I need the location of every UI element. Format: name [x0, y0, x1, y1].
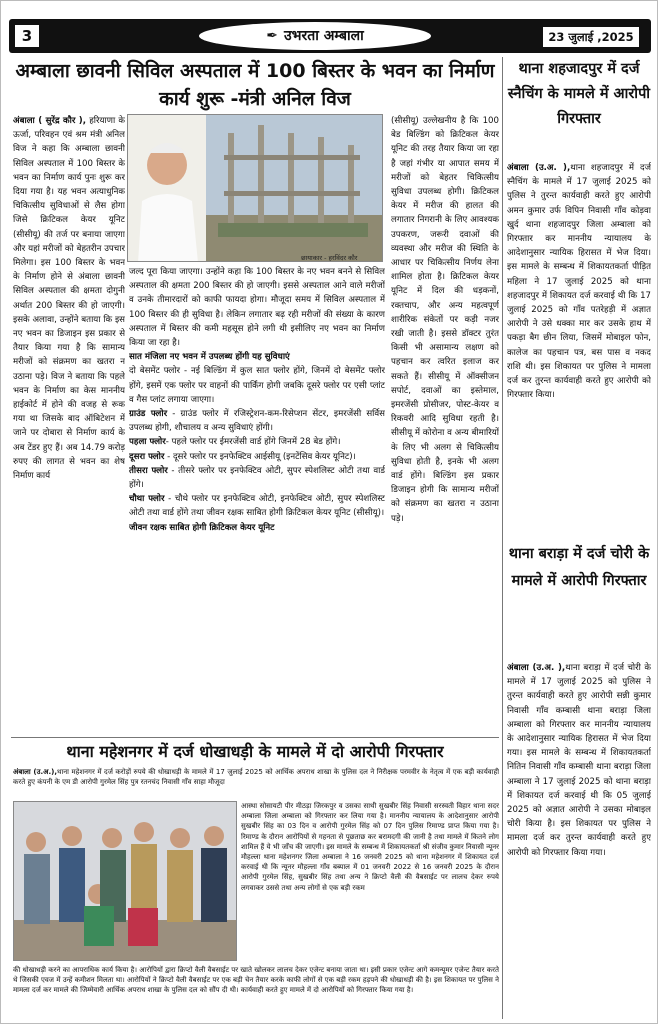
- side-headline-1: थाना शहजादपुर में दर्ज स्नैचिंग के मामले में आरोपी गिरफ्तार: [507, 61, 651, 127]
- bottom-tail: [13, 965, 499, 1021]
- subhead-ccu: जीवन रक्षक साबित होगी क्रिटिकल केयर यूनिट: [129, 522, 275, 533]
- side-story-1-body: [507, 161, 651, 539]
- bottom-headline: थाना महेशनगर में दर्ज धोखाधड़ी के मामले में दो आरोपी गिरफ्तार: [66, 742, 444, 761]
- second-floor-text: - दूसरे फ्लोर पर इनफेक्टिव आईसीयू (इनटेंसिव केयर यूनिट)।: [164, 451, 356, 462]
- side1-text: थाना शहजादपुर में दर्ज स्नैचिंग के मामले में 17 जुलाई 2025 को पुलिस ने तुरन्त कार्यवाही करते हुए आरोपी अमन कुमार उर्फ विपिन निवासी गाँव कोड़वा खुर्द थाना शहजादपुर जिला अम्बाला को गिरफ्तार कर माननीय न्यायालय के आदेशानुसार न्यायिक हिरासत में भेज दिया। इस मामले के सम्बन्ध में शिकायतकर्ता पीड़ित महिला ने 17 जुलाई 2025 को थाना शहजादपुर में शिकायत दर्ज करवाई थी कि 17 जुलाई 2025 को गाँव पतरेहड़ी में अज्ञात आरोपी ने उसे धक्का मार कर उसके हाथ में पकड़ा बैग छीन लिया, जिसमें मोबाइल फोन, कालेज का पहचान पत्र, बस पास व नकद राशि थी। इस शिकायत पर पुलिस ने मामला दर्ज कर तुरन्त कार्यवाही करते हुए आरोपी को गिरफ्तार किया।: [507, 163, 651, 401]
- basement-paragraph: दो बेसमेंट फ्लोर - नई बिल्डिंग में कुल सात फ्लोर होंगे, जिनमें दो बेसमेंट फ्लोर होंगे, इसमें एक फ्लोर पर वाहनों की पार्किंग होगी जबकि दूसरे फ्लोर पर एसी प्लांट व गैस प्लांट लगाया जाएगा।: [129, 366, 385, 405]
- third-floor-text: - तीसरे फ्लोर पर इनफेक्टिव ओटी, सुपर स्पेशलिस्ट ओटी तथा वार्ड होंगे।: [129, 465, 385, 491]
- bottom-tail-text: की धोखाधड़ी करने का आपराधिक कार्य किया है। आरोपियों द्वारा क्रिप्टो वैली वैबसाईट पर खाते खोलकर लालच देकर एजेन्ट बनाया जाता था। इसी प्रकार एजेन्ट आगे कमन्यूमर एजेन्ट तैयार करते थे जिसकी एवज में उन्हें कमीशन मिलता था। आरोपियों ने क्रिप्टो वैली वैबसाईट पर एक बड़ी चेन तैयार करके काफी लोगों से एक बड़ी रकम हड़पने की धोखाधड़ी की है। इस शिकायत पर पुलिस ने मामला दर्ज कर मामले की जिम्मेवारी आर्थिक अपराध शाखा के पुलिस दल को सौंप दी थी। कार्यवाही करते हुए मामले में दो आरोपियों को गिरफ्तार किया गया है।: [13, 966, 499, 995]
- column-divider: [502, 57, 503, 1019]
- bottom-intro: [13, 767, 499, 799]
- first-floor-text: - पहले फ्लोर पर ईमरजेंसी वार्ड होंगे जिनमें 28 बेड होंगे।: [165, 437, 341, 448]
- side2-text: थाना बराड़ा में दर्ज चोरी के मामले में 17 जुलाई 2025 को पुलिस ने तुरन्त कार्यवाही करते हुए आरोपी सन्नी कुमार निवासी गाँव कम्बासी थाना बराड़ा जिला अम्बाला को गिरफ्तार कर माननीय न्यायालय के आदेशानुसार न्यायिक हिरासत में भेज दिया गया। इस मामले के सम्बन्ध में शिकायतकर्ता नितिन निवासी गाँव कम्बासी थाना बराड़ा जिला अम्बाला ने 17 जुलाई 2025 को थाना बराड़ा में शिकायत दर्ज करवाई थी कि 05 जुलाई 2025 को अज्ञात आरोपी ने उसका मोबाइल चोरी किया है। इस शिकायत पर पुलिस ने मामला दर्ज कर तुरन्त कार्यवाही करते हुए आरोपी को गिरफ्तार किया गया।: [507, 663, 651, 858]
- main-col3-text: (सीसीयू) उल्लेखनीय है कि 100 बेड बिल्डिंग को क्रिटिकल केयर यूनिट की तरह तैयार किया जा रहा है जहां गंभीर या आपात समय में मरीजों को बेहतर चिकित्सीय सुविधा उपलब्ध होगी। क्रिटिकल केयर में मरीज की हालत की लगातार निगरानी के लिए आवश्यक उपकरण, जरूरी दवाओं की व्यवस्था और मरीज की स्थिति के आधार पर चिकित्सीय निर्णय लेना शामिल होता है। क्रिटिकल केयर यूनिट में दिल की धड़कनों, रक्तचाप, और अन्य महत्वपूर्ण शारीरिक संकेतों पर कड़ी नजर रखी जाती है। इससे डॉक्टर तुरंत किसी भी असामान्य लक्षण को पहचान कर त्वरित इलाज कर सकते हैं। सीसीयू में ऑक्सीजन सपोर्ट, दवाओं का इस्तेमाल, इमरजेंसी प्रोसीजर, पोस्ट-केयर व रिकवरी आदि सुविधा रहती है। सीसीयू में कोरोना व अन्य बीमारियों के लिए भी अलग से चिकित्सीय सुविधा होती है, इनके भी अलग वार्ड होंगे। बिल्डिंग इस प्रकार डिजाइन होगी कि सामान्य मरीजों को संक्रमण का खतरा न उठाना पड़े।: [391, 116, 499, 524]
- quill-icon: ✒: [266, 28, 278, 44]
- page-number: 3: [15, 25, 39, 47]
- side2-dateline: अंबाला (उ.अ. ),: [507, 663, 566, 673]
- ground-floor-label: ग्राउंड फ्लोर: [129, 409, 168, 420]
- main-col2-text: जल्द पूरा किया जाएगा। उन्होंने कहा कि 100 बिस्तर के नए भवन बनने से सिविल अस्पताल की क्षमता 200 बिस्तर की हो जाएगी। इससे अस्पताल आने वाले मरीजों व उनके तीमारदारों को काफी फायदा होगा। मौजूदा समय में सिविल अस्पताल में 100 बिस्तर की ही सुविधा है। लेकिन लगातार बढ़ रही मरीजों की संख्या के कारण अस्पताल में बिस्तर की कमी महसूस होने लगी थी इसीलिए नए भवन का निर्माण किया जा रहा है।: [129, 267, 385, 349]
- photo-caption: छायाकार - हरविंदर कौर: [301, 254, 358, 262]
- side-story-2-body: [507, 661, 651, 1021]
- main-col3: [391, 114, 499, 734]
- main-col1: [13, 114, 125, 734]
- hospital-construction-photo: [127, 114, 383, 262]
- side1-dateline: अंबाला (उ.अ. ),: [507, 163, 571, 173]
- bottom-right-text: [241, 801, 499, 963]
- bottom-dateline: अंबाला (उ.अ.),: [13, 768, 57, 776]
- main-col1-text: हरियाणा के ऊर्जा, परिवहन एवं श्रम मंत्री अनिल विज ने कहा कि अम्बाला छावनी सिविल अस्पताल में 100 बिस्तर के भवन का निर्माण कार्य पुनः शुरू कर दिया गया है। यह भवन अत्याधुनिक चिकित्सीय सुविधाओं से लैस होगा जिसे क्रिटिकल केयर यूनिट (सीसीयू) की तर्ज पर बनाया जाएगा और यहां मरीजों को बेहतरीन उपचार मिलेगा। इस 100 बिस्तर के भवन के निर्माण होने से अंबाला छावनी सिविल अस्पताल की क्षमता दोगुनी अर्थात 200 बिस्तर की हो जाएगी। इसके अलावा, उन्होंने बताया कि इस नए भवन का डिजाइन इस प्रकार से तैयार किया गया है कि सामान्य मरीजों को संक्रमण का खतरा न उठाना पड़े। विज ने बताया कि पहले भवन के निर्माण का केस माननीय हाईकोर्ट में होने की वजह से रूक गया था जिसके बाद ऑबिटेशन में जाने पर दोबारा से निर्माण कार्य के अब टेंडर हुए हैं। अब 14.79 करोड़ रुपए की लागत से भवन का शेष निर्माण कार्य: [13, 116, 125, 482]
- masthead-title: उभरता अम्बाला: [284, 28, 364, 44]
- ground-floor-text: - ग्राउंड फ्लोर में रजिस्ट्रेशन-कम-रिसेप्शन सेंटर, इमरजेंसी सर्विस उपलब्ध होगी, शौचालय व अन्य सुविधाएं होंगी।: [129, 409, 385, 434]
- side-headline-2: थाना बराड़ा में दर्ज चोरी के मामले में आरोपी गिरफ्तार: [508, 546, 650, 589]
- main-headline: अम्बाला छावनी सिविल अस्पताल में 100 बिस्तर के भवन का निर्माण कार्य शुरू -मंत्री अनिल विज: [15, 60, 495, 110]
- issue-date: 23 जुलाई ,2025: [543, 27, 639, 47]
- fourth-floor-text: - चौथे फ्लोर पर इनफेक्टिव ओटी, इनफेक्टिव ओटी, सुपर स्पेशलिस्ट ओटी तथा वार्ड होंगे तथा जीवन रक्षक साबित होगी क्रिटिकल केयर यूनिट (सीसीयू)।: [129, 494, 385, 519]
- masthead: [199, 22, 431, 50]
- bottom-right-body: आस्था सोसायटी पीर मीठड़ा जिरकपुर व उसका साथी सुखबीर सिंह निवासी सरस्वती विहार थाना सदर अम्बाला जिला अम्बाला को गिरफ्तार कर लिया गया है। माननीय न्यायालय के आदेशानुसार आरोपी सुखबीर सिंह का 03 दिन व आरोपी गुरमेल सिंह को 07 दिन पुलिस रिमाण्ड प्राप्त किया गया है। रिमाण्ड के दौरान आरोपियों से गहनता से पूछताछ कर बरामदगी की जानी है तथा मामले में कितने लोग शामिल हैं ये भी जाँच की जाएगी। इस मामले के सम्बन्ध में शिकायतकर्ता श्री संजीव कुमार निवासी न्यूनर मौहल्ला थाना महेशनगर जिला अम्बाला ने 16 जनवरी 2025 को थाना महेशनगर में शिकायत दर्ज करवाई थी कि न्यूनर मौहल्ला गाँव बब्याल में 01 जनवरी 2022 से 16 जनवरी 2025 के दौरान आरोपी गुरमेल सिंह, सुखबीर सिंह तथा अन्य ने क्रिप्टो वैली की वैबसाईट पर लालच देकर रुपये लगवाकर उससे तथा अन्य लोगों से एक बड़ी रकम: [241, 802, 499, 892]
- bottom-intro-text: थाना महेशनगर में दर्ज करोड़ों रुपये की धोखाधड़ी के मामले में 17 जुलाई 2025 को आर्थिक अपराध शाखा के पुलिस दल ने निरीक्षक परमवीर के नेतृत्व में एक बड़ी कार्यवाही करते हुए कंपनी के एम डी आरोपी गुरमेल सिंह पुत्र रतनचंद निवासी गाँव साहा मौजूदा: [13, 768, 499, 787]
- section-divider: [11, 737, 499, 738]
- main-dateline: अंबाला ( सुरेंद्र कौर ),: [13, 116, 86, 126]
- subhead-facilities: सात मंजिला नए भवन में उपलब्ध होंगी यह सुविधाएं: [129, 352, 290, 363]
- third-floor-label: तीसरा फ्लोर: [129, 465, 168, 476]
- fourth-floor-label: चौथा फ्लोर: [129, 494, 165, 505]
- first-floor-label: पहला फ्लोर: [129, 437, 166, 448]
- second-floor-label: दूसरा फ्लोर: [129, 451, 165, 462]
- main-col2: [129, 265, 385, 727]
- arrest-group-photo: [13, 801, 237, 961]
